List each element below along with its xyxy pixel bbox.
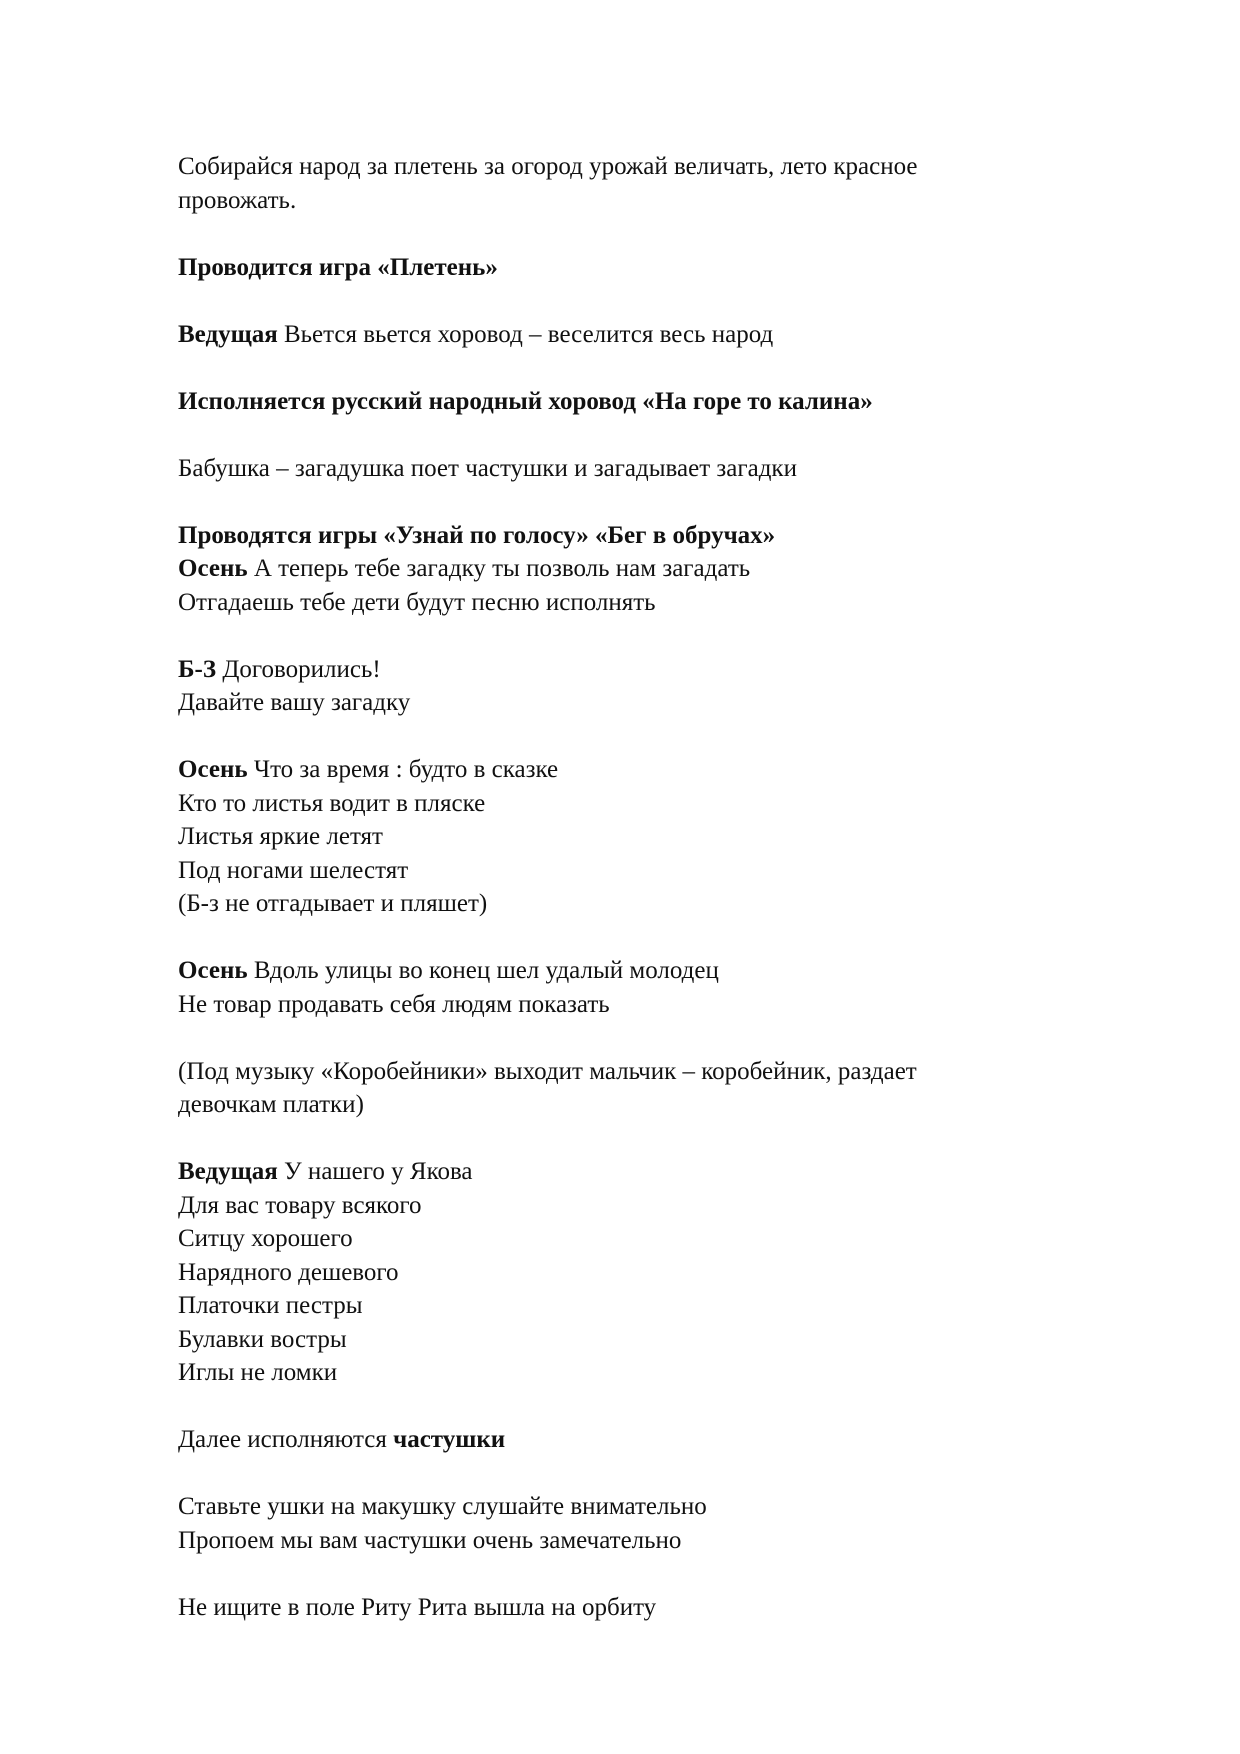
speech-text: У нашего у Якова xyxy=(277,1158,473,1185)
text-line: Отгадаешь тебе дети будут песню исполнять xyxy=(178,588,656,616)
text-line: Булавки востры xyxy=(178,1325,347,1353)
speaker-label: Б-З xyxy=(178,655,217,683)
speaker-label: Осень xyxy=(178,756,248,783)
bold-stage-direction: Исполняется русский народный хоровод «На горе то калина» xyxy=(178,387,873,415)
text-line: (Б-з не отгадывает и пляшет) xyxy=(178,890,488,917)
text-line: девочкам платки) xyxy=(178,1091,364,1118)
text-line: Бабушка – загадушка поет частушки и загадывает загадки xyxy=(178,454,797,482)
speaker-label: Ведущая xyxy=(178,1158,278,1185)
speech-text: А теперь тебе загадку ты позволь нам загадать xyxy=(247,555,751,582)
paragraph-autumn-riddle-1 xyxy=(178,753,1078,921)
speaker-label: Ведущая xyxy=(178,320,278,348)
text-line: Собирайся народ за плетень за огород урожай величать, лето красное xyxy=(178,153,918,180)
text-line xyxy=(178,385,1078,419)
text-line: Не ищите в поле Риту Рита вышла на орбиту xyxy=(178,1593,657,1621)
text-line xyxy=(178,519,1078,553)
paragraph-game-pleten xyxy=(178,251,1078,285)
text-line xyxy=(178,1423,1078,1457)
text-line: провожать. xyxy=(178,186,297,214)
bold-stage-direction: Проводятся игры «Узнай по голосу» «Бег в обручах» xyxy=(178,521,776,549)
text-line xyxy=(178,954,1078,988)
text-line: (Под музыку «Коробейники» выходит мальчик – коробейник, раздает xyxy=(178,1057,917,1085)
speech-text: Вьется вьется хоровод – веселится весь народ xyxy=(277,320,774,348)
text-line: Давайте вашу загадку xyxy=(178,689,411,716)
text-line: Нарядного дешевого xyxy=(178,1258,399,1286)
text-line xyxy=(178,251,1078,285)
text-line xyxy=(178,753,1078,787)
paragraph-chastushka-2 xyxy=(178,1591,1078,1625)
text-line: Под ногами шелестят xyxy=(178,856,409,884)
paragraph-host-khorovod xyxy=(178,318,1078,352)
document-body xyxy=(178,150,1078,1624)
paragraph-chastushki-intro xyxy=(178,1423,1078,1457)
text-line: Иглы не ломки xyxy=(178,1359,338,1386)
bold-term: частушки xyxy=(393,1426,506,1453)
speaker-label: Осень xyxy=(178,555,248,582)
text-line: Не товар продавать себя людям показать xyxy=(178,990,610,1018)
text-line: Ситцу хорошего xyxy=(178,1225,353,1252)
text-line: Ставьте ушки на макушку слушайте внимательно xyxy=(178,1493,707,1520)
plain-text: Далее исполняются xyxy=(178,1426,394,1453)
bold-stage-direction: Проводится игра «Плетень» xyxy=(178,253,498,281)
text-line: Листья яркие летят xyxy=(178,823,383,850)
paragraph-korobeiniki xyxy=(178,1055,1078,1122)
paragraph-games-riddle xyxy=(178,519,1078,620)
paragraph-babushka xyxy=(178,452,1078,486)
speech-text: Что за время : будто в сказке xyxy=(247,756,559,783)
text-line xyxy=(178,653,1078,687)
paragraph-bz-agreed xyxy=(178,653,1078,720)
paragraph-autumn-riddle-2 xyxy=(178,954,1078,1021)
paragraph-host-yakov xyxy=(178,1155,1078,1390)
paragraph-intro xyxy=(178,150,1078,217)
speaker-label: Осень xyxy=(178,957,248,984)
speech-text: Договорились! xyxy=(216,655,381,683)
paragraph-khorovod-performance xyxy=(178,385,1078,419)
text-line: Для вас товару всякого xyxy=(178,1191,422,1219)
text-line xyxy=(178,1155,1078,1189)
text-line: Пропоем мы вам частушки очень замечательно xyxy=(178,1526,682,1554)
text-line xyxy=(178,552,1078,586)
speech-text: Вдоль улицы во конец шел удалый молодец xyxy=(247,957,719,984)
text-line: Платочки пестры xyxy=(178,1292,363,1319)
text-line xyxy=(178,318,1078,352)
paragraph-chastushka-1 xyxy=(178,1490,1078,1557)
text-line: Кто то листья водит в пляске xyxy=(178,789,486,817)
